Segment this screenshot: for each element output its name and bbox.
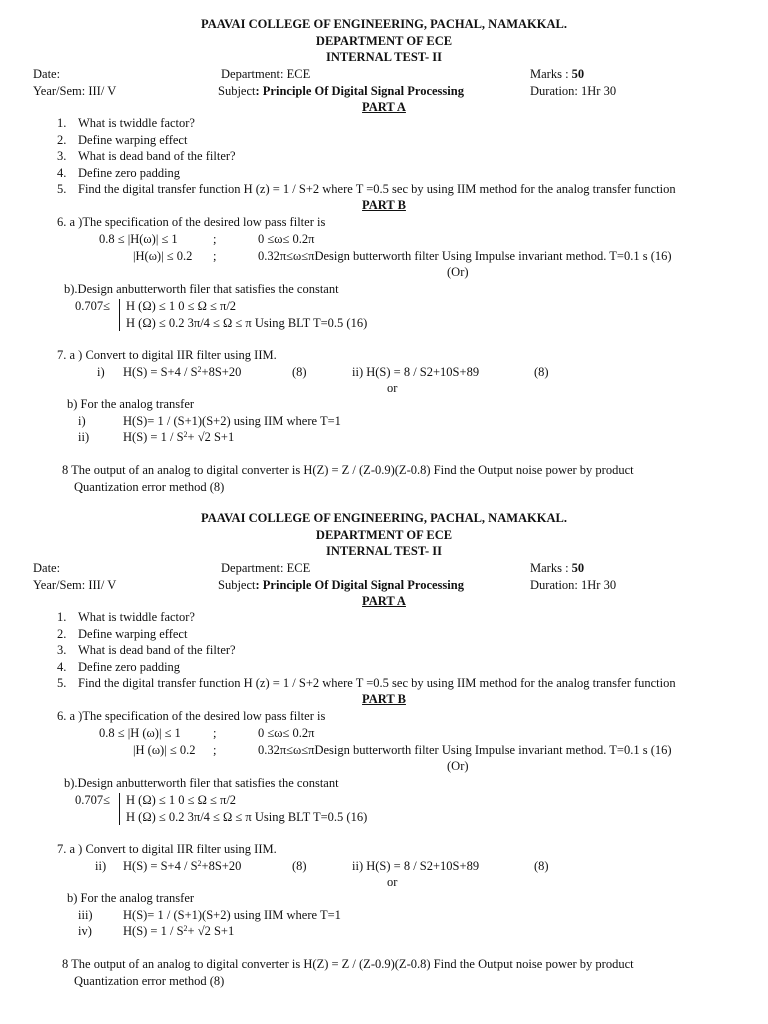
question-paper-copy bbox=[0, 0, 768, 494]
q6a-separator: ; bbox=[213, 249, 217, 263]
q7a-tf1-numerator: H(S) = S+4 / S bbox=[123, 365, 198, 379]
question-6a: 6. a )The specification of the desired low pass filter is bbox=[57, 709, 326, 723]
part-a-question-text: Define zero padding bbox=[78, 659, 181, 674]
part-a-question-text: What is twiddle factor? bbox=[78, 610, 195, 624]
question-7b: b) For the analog transfer bbox=[67, 397, 195, 411]
or-separator: or bbox=[387, 381, 398, 395]
q6b-passband: H (Ω) ≤ 1 0 ≤ Ω ≤ π/2 bbox=[126, 299, 237, 313]
q6b-stopband: H (Ω) ≤ 0.2 3π/4 ≤ Ω ≤ π Using BLT T=0.5 (16) bbox=[126, 316, 368, 330]
marks-label: Marks : bbox=[530, 561, 572, 575]
department-field: Department: ECE bbox=[221, 561, 311, 575]
q6b-stopband: H (Ω) ≤ 0.2 3π/4 ≤ Ω ≤ π Using BLT T=0.5 (16) bbox=[126, 810, 368, 824]
q6a-separator: ; bbox=[213, 743, 217, 757]
question-7a: 7. a ) Convert to digital IIR filter using IIM. bbox=[57, 348, 277, 362]
question-8: 8 The output of an analog to digital converter is H(Z) = Z / (Z-0.9)(Z-0.8) Find the Output noise power by product bbox=[62, 957, 634, 971]
q6a-separator: ; bbox=[213, 726, 217, 740]
q7a-marks-2: (8) bbox=[534, 365, 549, 379]
part-a-question-number: 2. bbox=[57, 626, 67, 641]
q7a-tf1-denominator: +8S+20 bbox=[201, 365, 242, 379]
superscript-two: 2 bbox=[197, 365, 202, 374]
q7b-part-number: i) bbox=[78, 414, 86, 428]
superscript-two: 2 bbox=[183, 430, 188, 439]
q6b-prefix: 0.707≤ bbox=[75, 793, 110, 807]
q7a-marks-2: (8) bbox=[534, 859, 549, 873]
part-a-title: PART A bbox=[362, 594, 406, 608]
part-a-question-number: 5. bbox=[57, 676, 67, 690]
q7a-part-number: i) bbox=[97, 365, 105, 379]
part-a-question-number: 3. bbox=[57, 149, 67, 163]
part-a-question-text: What is dead band of the filter? bbox=[78, 149, 236, 163]
q6b-passband: H (Ω) ≤ 1 0 ≤ Ω ≤ π/2 bbox=[126, 793, 237, 807]
subject-label: Subject bbox=[218, 84, 256, 98]
department-title: DEPARTMENT OF ECE bbox=[315, 528, 453, 542]
q7a-part-number: ii) bbox=[95, 859, 107, 873]
q7b-part-number: iii) bbox=[78, 908, 93, 922]
part-a-question-text: Find the digital transfer function H (z) = 1 / S+2 where T =0.5 sec by using IIM method for the analog transfer function bbox=[78, 182, 676, 196]
part-a-question-text: Define zero padding bbox=[78, 165, 181, 180]
duration-field: Duration: 1Hr 30 bbox=[530, 84, 617, 98]
q7b-tf2-denominator: + √2 S+1 bbox=[187, 430, 235, 444]
question-paper-copy bbox=[0, 494, 768, 988]
q6a-stopband-magnitude: |H (ω)| ≤ 0.2 bbox=[133, 743, 196, 757]
part-a-title: PART A bbox=[362, 100, 406, 114]
part-a-question-text: Define warping effect bbox=[78, 626, 188, 641]
marks-field bbox=[530, 66, 584, 82]
q7b-transfer-function-1: H(S)= 1 / (S+1)(S+2) using IIM where T=1 bbox=[123, 908, 341, 922]
duration-field: Duration: 1Hr 30 bbox=[530, 578, 617, 592]
q7a-marks-1: (8) bbox=[292, 859, 307, 873]
q7b-tf2-numerator: H(S) = 1 / S bbox=[123, 430, 184, 444]
q7b-transfer-function-2 bbox=[123, 429, 234, 445]
part-a-question-text: What is dead band of the filter? bbox=[78, 643, 236, 657]
subject-label: Subject bbox=[218, 578, 256, 592]
q6a-passband-range: 0 ≤ω≤ 0.2π bbox=[258, 232, 315, 246]
or-separator: (Or) bbox=[447, 759, 469, 773]
q7b-transfer-function-2 bbox=[123, 923, 234, 939]
q6a-stopband-spec: 0.32π≤ω≤πDesign butterworth filter Using Impulse invariant method. T=0.1 s (16) bbox=[258, 249, 672, 263]
part-a-question-number: 4. bbox=[57, 165, 67, 180]
question-6b: b).Design anbutterworth filer that satisfies the constant bbox=[64, 776, 339, 790]
q7b-transfer-function-1: H(S)= 1 / (S+1)(S+2) using IIM where T=1 bbox=[123, 414, 341, 428]
q7a-transfer-function-1 bbox=[123, 364, 241, 380]
year-sem-field: Year/Sem: III/ V bbox=[33, 578, 117, 592]
college-name: PAAVAI COLLEGE OF ENGINEERING, PACHAL, NAMAKKAL. bbox=[200, 511, 567, 525]
marks-field bbox=[530, 560, 584, 576]
subject-field bbox=[218, 577, 464, 593]
question-7b: b) For the analog transfer bbox=[67, 891, 195, 905]
question-8-continued: Quantization error method (8) bbox=[74, 974, 225, 988]
question-6a: 6. a )The specification of the desired low pass filter is bbox=[57, 215, 326, 229]
superscript-two: 2 bbox=[183, 924, 188, 933]
magnitude-bar bbox=[119, 793, 120, 825]
q6a-passband-range: 0 ≤ω≤ 0.2π bbox=[258, 726, 315, 740]
q7a-marks-1: (8) bbox=[292, 365, 307, 379]
part-a-question-number: 3. bbox=[57, 643, 67, 657]
marks-value: 50 bbox=[571, 561, 585, 575]
q6b-prefix: 0.707≤ bbox=[75, 299, 110, 313]
part-b-title: PART B bbox=[362, 198, 406, 212]
part-a-question-number: 5. bbox=[57, 182, 67, 196]
part-a-question-number: 4. bbox=[57, 659, 67, 674]
date-label: Date: bbox=[33, 561, 61, 575]
department-field: Department: ECE bbox=[221, 67, 311, 81]
subject-value: : Principle Of Digital Signal Processing bbox=[255, 578, 464, 592]
or-separator: (Or) bbox=[447, 265, 469, 279]
q6a-passband-magnitude: 0.8 ≤ |H (ω)| ≤ 1 bbox=[99, 726, 181, 740]
test-title: INTERNAL TEST- II bbox=[325, 50, 443, 64]
q6a-separator: ; bbox=[213, 232, 217, 246]
q7b-tf2-numerator: H(S) = 1 / S bbox=[123, 924, 184, 938]
part-a-question-number: 1. bbox=[57, 610, 67, 624]
q7b-part-number: iv) bbox=[78, 924, 92, 938]
q7a-transfer-function-2: ii) H(S) = 8 / S2+10S+89 bbox=[352, 365, 480, 379]
or-separator: or bbox=[387, 875, 398, 889]
marks-value: 50 bbox=[571, 67, 585, 81]
subject-field bbox=[218, 83, 464, 99]
question-8: 8 The output of an analog to digital converter is H(Z) = Z / (Z-0.9)(Z-0.8) Find the Output noise power by product bbox=[62, 463, 634, 477]
q7b-tf2-denominator: + √2 S+1 bbox=[187, 924, 235, 938]
question-6b: b).Design anbutterworth filer that satisfies the constant bbox=[64, 282, 339, 296]
subject-value: : Principle Of Digital Signal Processing bbox=[255, 84, 464, 98]
q7a-transfer-function-1 bbox=[123, 858, 241, 874]
date-label: Date: bbox=[33, 67, 61, 81]
department-title: DEPARTMENT OF ECE bbox=[315, 34, 453, 48]
part-a-question-text: Find the digital transfer function H (z) = 1 / S+2 where T =0.5 sec by using IIM method for the analog transfer function bbox=[78, 676, 676, 690]
q7a-transfer-function-2: ii) H(S) = 8 / S2+10S+89 bbox=[352, 859, 480, 873]
part-b-title: PART B bbox=[362, 692, 406, 706]
q6a-stopband-spec: 0.32π≤ω≤πDesign butterworth filter Using Impulse invariant method. T=0.1 s (16) bbox=[258, 743, 672, 757]
q7a-tf1-denominator: +8S+20 bbox=[201, 859, 242, 873]
q7b-part-number: ii) bbox=[78, 430, 90, 444]
q6a-stopband-magnitude: |H(ω)| ≤ 0.2 bbox=[133, 249, 193, 263]
college-name: PAAVAI COLLEGE OF ENGINEERING, PACHAL, NAMAKKAL. bbox=[200, 17, 567, 31]
test-title: INTERNAL TEST- II bbox=[325, 544, 443, 558]
part-a-question-text: What is twiddle factor? bbox=[78, 116, 195, 130]
question-8-continued: Quantization error method (8) bbox=[74, 480, 225, 494]
superscript-two: 2 bbox=[197, 859, 202, 868]
q7a-tf1-numerator: H(S) = S+4 / S bbox=[123, 859, 198, 873]
part-a-question-number: 2. bbox=[57, 132, 67, 147]
year-sem-field: Year/Sem: III/ V bbox=[33, 84, 117, 98]
magnitude-bar bbox=[119, 299, 120, 331]
part-a-question-text: Define warping effect bbox=[78, 132, 188, 147]
q6a-passband-magnitude: 0.8 ≤ |H(ω)| ≤ 1 bbox=[99, 232, 178, 246]
question-7a: 7. a ) Convert to digital IIR filter using IIM. bbox=[57, 842, 277, 856]
part-a-question-number: 1. bbox=[57, 116, 67, 130]
marks-label: Marks : bbox=[530, 67, 572, 81]
